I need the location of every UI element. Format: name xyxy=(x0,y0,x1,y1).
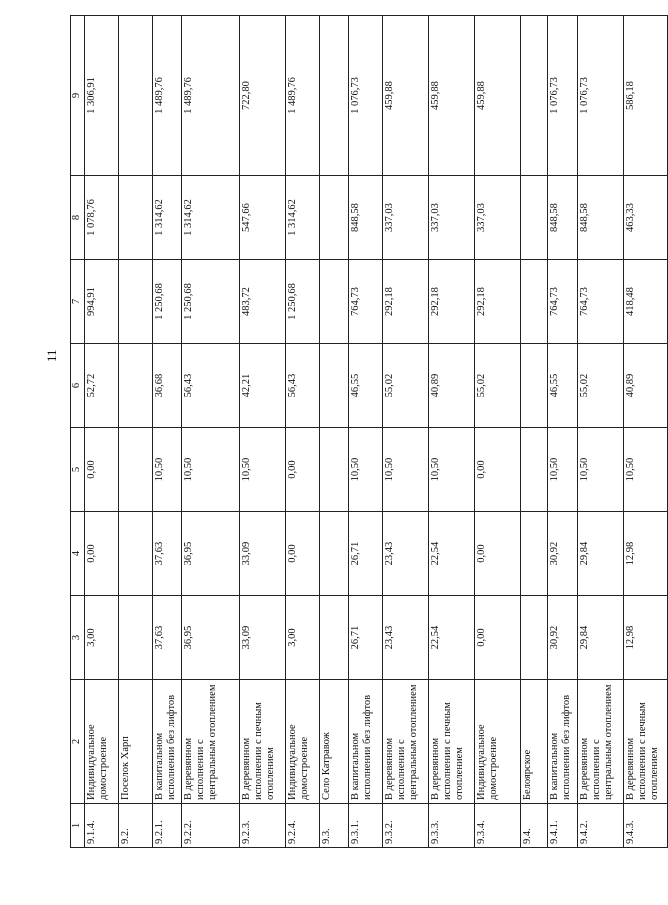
value-cell: 10,50 xyxy=(429,428,475,512)
column-header: 3 xyxy=(71,596,85,680)
column-header: 7 xyxy=(71,260,85,344)
row-number-cell: 9.3.2. xyxy=(383,804,429,848)
value-cell: 55,02 xyxy=(383,344,429,428)
value-cell: 292,18 xyxy=(429,260,475,344)
value-cell: 30,92 xyxy=(548,596,578,680)
row-label-cell: В деревянном исполнении с печным отоплением xyxy=(429,680,475,804)
value-cell: 0,00 xyxy=(85,428,119,512)
value-cell: 0,00 xyxy=(286,428,320,512)
column-header: 5 xyxy=(71,428,85,512)
value-cell: 30,92 xyxy=(548,512,578,596)
column-header: 1 xyxy=(71,804,85,848)
table-row xyxy=(85,16,119,848)
value-cell xyxy=(521,260,548,344)
column-header: 4 xyxy=(71,512,85,596)
value-cell xyxy=(320,260,349,344)
table-row xyxy=(119,16,153,848)
value-cell: 1 250,68 xyxy=(153,260,182,344)
value-cell: 10,50 xyxy=(182,428,240,512)
column-header: 2 xyxy=(71,680,85,804)
row-label-cell: В капитальном исполнении без лифтов xyxy=(153,680,182,804)
value-cell: 1 076,73 xyxy=(578,16,624,176)
value-cell: 1 489,76 xyxy=(182,16,240,176)
value-cell: 26,71 xyxy=(349,512,383,596)
row-number-cell: 9.2.2. xyxy=(182,804,240,848)
value-cell: 36,95 xyxy=(182,596,240,680)
value-cell xyxy=(320,428,349,512)
value-cell xyxy=(119,260,153,344)
value-cell: 23,43 xyxy=(383,596,429,680)
value-cell: 40,89 xyxy=(624,344,668,428)
row-label-cell: В деревянном исполнении с центральным отоплением xyxy=(578,680,624,804)
value-cell: 56,43 xyxy=(286,344,320,428)
value-cell: 22,54 xyxy=(429,596,475,680)
value-cell: 42,21 xyxy=(240,344,286,428)
value-cell: 10,50 xyxy=(153,428,182,512)
row-label-cell: В деревянном исполнении с печным отоплением xyxy=(624,680,668,804)
page-number: 11 xyxy=(44,349,59,362)
column-header: 9 xyxy=(71,16,85,176)
row-number-cell: 9.3.4. xyxy=(475,804,521,848)
row-label-cell: В деревянном исполнении с печным отоплением xyxy=(240,680,286,804)
value-cell: 40,89 xyxy=(429,344,475,428)
table-row xyxy=(320,16,349,848)
value-cell: 764,73 xyxy=(548,260,578,344)
value-cell xyxy=(320,176,349,260)
row-number-cell: 9.2. xyxy=(119,804,153,848)
value-cell: 55,02 xyxy=(475,344,521,428)
value-cell: 1 314,62 xyxy=(182,176,240,260)
value-cell: 483,72 xyxy=(240,260,286,344)
table-row xyxy=(578,16,624,848)
value-cell xyxy=(521,16,548,176)
value-cell: 22,54 xyxy=(429,512,475,596)
table-row xyxy=(475,16,521,848)
value-cell: 764,73 xyxy=(578,260,624,344)
row-label-cell: В капитальном исполнении без лифтов xyxy=(349,680,383,804)
value-cell: 1 306,91 xyxy=(85,16,119,176)
value-cell: 337,03 xyxy=(383,176,429,260)
value-cell: 292,18 xyxy=(475,260,521,344)
value-cell: 459,88 xyxy=(429,16,475,176)
row-number-cell: 9.1.4. xyxy=(85,804,119,848)
value-cell: 3,00 xyxy=(286,596,320,680)
rotated-table-container xyxy=(70,16,661,848)
value-cell: 29,84 xyxy=(578,596,624,680)
value-cell: 1 076,73 xyxy=(349,16,383,176)
row-number-cell: 9.3.1. xyxy=(349,804,383,848)
table-row xyxy=(624,16,668,848)
value-cell: 0,00 xyxy=(85,512,119,596)
value-cell: 33,09 xyxy=(240,596,286,680)
value-cell: 547,66 xyxy=(240,176,286,260)
value-cell xyxy=(119,16,153,176)
row-label-cell: Поселок Харп xyxy=(119,680,153,804)
value-cell xyxy=(320,596,349,680)
value-cell: 0,00 xyxy=(475,428,521,512)
value-cell: 337,03 xyxy=(475,176,521,260)
value-cell xyxy=(320,512,349,596)
value-cell: 29,84 xyxy=(578,512,624,596)
table-row xyxy=(548,16,578,848)
value-cell: 10,50 xyxy=(578,428,624,512)
value-cell: 36,68 xyxy=(153,344,182,428)
value-cell: 10,50 xyxy=(349,428,383,512)
value-cell: 848,58 xyxy=(578,176,624,260)
value-cell xyxy=(521,428,548,512)
value-cell: 586,18 xyxy=(624,16,668,176)
value-cell: 36,95 xyxy=(182,512,240,596)
value-cell: 1 250,68 xyxy=(182,260,240,344)
value-cell xyxy=(119,596,153,680)
row-number-cell: 9.2.1. xyxy=(153,804,182,848)
value-cell xyxy=(521,512,548,596)
value-cell: 10,50 xyxy=(383,428,429,512)
row-number-cell: 9.2.3. xyxy=(240,804,286,848)
value-cell: 418,48 xyxy=(624,260,668,344)
value-cell: 459,88 xyxy=(475,16,521,176)
row-label-cell: В деревянном исполнении с центральным отоплением xyxy=(182,680,240,804)
value-cell xyxy=(320,16,349,176)
value-cell xyxy=(521,596,548,680)
table-row xyxy=(286,16,320,848)
value-cell: 459,88 xyxy=(383,16,429,176)
value-cell: 848,58 xyxy=(548,176,578,260)
row-number-cell: 9.4.1. xyxy=(548,804,578,848)
value-cell: 1 489,76 xyxy=(153,16,182,176)
value-cell: 1 314,62 xyxy=(286,176,320,260)
value-cell xyxy=(119,512,153,596)
value-cell: 33,09 xyxy=(240,512,286,596)
table-row xyxy=(240,16,286,848)
value-cell xyxy=(320,344,349,428)
table-row xyxy=(153,16,182,848)
column-header: 6 xyxy=(71,344,85,428)
value-cell: 3,00 xyxy=(85,596,119,680)
row-number-cell: 9.4. xyxy=(521,804,548,848)
value-cell xyxy=(521,344,548,428)
row-number-cell: 9.3. xyxy=(320,804,349,848)
column-header: 8 xyxy=(71,176,85,260)
value-cell: 10,50 xyxy=(240,428,286,512)
row-label-cell: Село Катравож xyxy=(320,680,349,804)
value-cell: 848,58 xyxy=(349,176,383,260)
header-row xyxy=(71,16,85,848)
value-cell: 0,00 xyxy=(286,512,320,596)
value-cell: 463,33 xyxy=(624,176,668,260)
row-number-cell: 9.4.3. xyxy=(624,804,668,848)
table-row xyxy=(521,16,548,848)
value-cell: 0,00 xyxy=(475,596,521,680)
value-cell: 292,18 xyxy=(383,260,429,344)
value-cell: 10,50 xyxy=(624,428,668,512)
value-cell: 1 076,73 xyxy=(548,16,578,176)
row-label-cell: Индивидуальное домостроение xyxy=(475,680,521,804)
value-cell: 337,03 xyxy=(429,176,475,260)
value-cell xyxy=(521,176,548,260)
value-cell: 12,98 xyxy=(624,596,668,680)
row-number-cell: 9.2.4. xyxy=(286,804,320,848)
row-label-cell: Белоярское xyxy=(521,680,548,804)
value-cell: 23,43 xyxy=(383,512,429,596)
tariff-table xyxy=(70,15,668,848)
value-cell: 10,50 xyxy=(548,428,578,512)
value-cell: 56,43 xyxy=(182,344,240,428)
row-number-cell: 9.4.2. xyxy=(578,804,624,848)
value-cell: 994,91 xyxy=(85,260,119,344)
value-cell: 1 078,76 xyxy=(85,176,119,260)
row-label-cell: Индивидуальное домостроение xyxy=(85,680,119,804)
row-label-cell: В деревянном исполнении с центральным отоплением xyxy=(383,680,429,804)
row-label-cell: В капитальном исполнении без лифтов xyxy=(548,680,578,804)
value-cell: 764,73 xyxy=(349,260,383,344)
value-cell: 37,63 xyxy=(153,596,182,680)
value-cell: 46,55 xyxy=(349,344,383,428)
table-row xyxy=(349,16,383,848)
value-cell: 1 250,68 xyxy=(286,260,320,344)
value-cell: 0,00 xyxy=(475,512,521,596)
value-cell xyxy=(119,176,153,260)
row-label-cell: Индивидуальное домостроение xyxy=(286,680,320,804)
table-row xyxy=(182,16,240,848)
value-cell: 55,02 xyxy=(578,344,624,428)
value-cell: 46,55 xyxy=(548,344,578,428)
value-cell: 12,98 xyxy=(624,512,668,596)
row-number-cell: 9.3.3. xyxy=(429,804,475,848)
table-row xyxy=(429,16,475,848)
value-cell: 37,63 xyxy=(153,512,182,596)
value-cell: 52,72 xyxy=(85,344,119,428)
value-cell xyxy=(119,428,153,512)
value-cell: 1 314,62 xyxy=(153,176,182,260)
value-cell: 26,71 xyxy=(349,596,383,680)
value-cell: 1 489,76 xyxy=(286,16,320,176)
value-cell xyxy=(119,344,153,428)
table-row xyxy=(383,16,429,848)
value-cell: 722,80 xyxy=(240,16,286,176)
